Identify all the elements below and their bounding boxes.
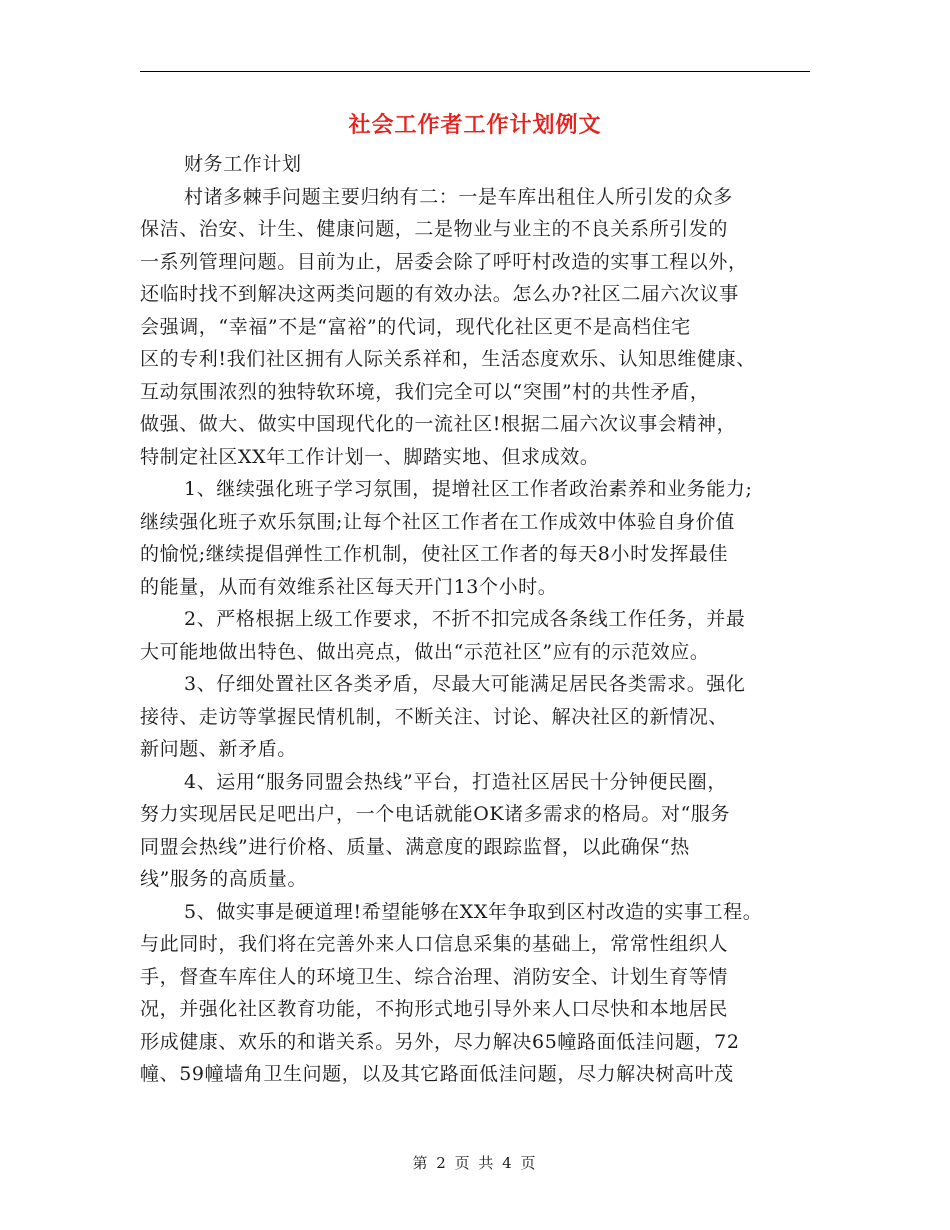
body-line: 接待、走访等掌握民情机制，不断关注、讨论、解决社区的新情况、 bbox=[140, 705, 729, 728]
body-line: 还临时找不到解决这两类问题的有效办法。怎么办?社区二届六次议事 bbox=[140, 283, 739, 305]
body-line: 线”服务的高质量。 bbox=[140, 868, 308, 890]
body-line: 3、仔细处置社区各类矛盾，尽最大可能满足居民各类需求。强化 bbox=[184, 673, 746, 695]
body-line: 新问题、新矛盾。 bbox=[140, 738, 297, 760]
body-line: 4、运用“服务同盟会热线”平台，打造社区居民十分钟便民圈， bbox=[184, 770, 727, 793]
header-rule bbox=[140, 71, 810, 72]
page-footer: 第 2 页 共 4 页 bbox=[412, 1154, 538, 1172]
body-line: 互动氛围浓烈的独特软环境，我们完全可以“突围”村的共性矛盾， bbox=[140, 380, 710, 403]
body-line: 努力实现居民足吧出户，一个电话就能OK诸多需求的格局。对“服务 bbox=[140, 803, 731, 825]
body-line: 大可能地做出特色、做出亮点，做出“示范社区”应有的示范效应。 bbox=[140, 640, 710, 663]
body-line: 特制定社区XX年工作计划一、脚踏实地、但求成效。 bbox=[140, 445, 600, 468]
body-line: 的愉悦;继续提倡弹性工作机制，使社区工作者的每天8小时发挥最佳 bbox=[140, 543, 729, 565]
body-line: 2、严格根据上级工作要求，不折不扣完成各条线工作任务，并最 bbox=[184, 608, 746, 630]
body-line: 区的专利!我们社区拥有人际关系祥和，生活态度欢乐、认知思维健康、 bbox=[140, 348, 756, 370]
body-line: 1、继续强化班子学习氛围，提增社区工作者政治素养和业务能力; bbox=[184, 478, 753, 500]
body-line: 财务工作计划 bbox=[184, 153, 302, 175]
body-line: 会强调，“幸福”不是“富裕”的代词，现代化社区更不是高档住宅 bbox=[140, 315, 691, 338]
body-line: 5、做实事是硬道理!希望能够在XX年争取到区村改造的实事工程。 bbox=[184, 900, 763, 923]
body-line: 做强、做大、做实中国现代化的一流社区!根据二届六次议事会精神， bbox=[140, 413, 737, 435]
body-line: 一系列管理问题。目前为止，居委会除了呼吁村改造的实事工程以外， bbox=[140, 250, 748, 273]
body-line: 形成健康、欢乐的和谐关系。另外，尽力解决65幢路面低洼问题，72 bbox=[140, 1030, 740, 1053]
body-line: 的能量，从而有效维系社区每天开门13个小时。 bbox=[140, 575, 558, 598]
body-line: 幢、59幢墙角卫生问题，以及其它路面低洼问题，尽力解决树高叶茂 bbox=[140, 1063, 734, 1085]
body-line: 手，督查车库住人的环境卫生、综合治理、消防安全、计划生育等情 bbox=[140, 965, 729, 988]
body-line: 与此同时，我们将在完善外来人口信息采集的基础上，常常性组织人 bbox=[140, 933, 729, 955]
body-line: 同盟会热线”进行价格、质量、满意度的跟踪监督，以此确保“热 bbox=[140, 835, 690, 858]
document-title: 社会工作者工作计划例文 bbox=[348, 113, 602, 138]
body-line: 村诸多棘手问题主要归纳有二：一是车库出租住人所引发的众多 bbox=[184, 185, 733, 208]
document-body bbox=[140, 148, 812, 1091]
body-line: 保洁、治安、计生、健康问题，二是物业与业主的不良关系所引发的 bbox=[140, 218, 729, 240]
body-line: 继续强化班子欢乐氛围;让每个社区工作者在工作成效中体验自身价值 bbox=[140, 510, 736, 533]
body-line: 况，并强化社区教育功能，不拘形式地引导外来人口尽快和本地居民 bbox=[140, 998, 729, 1020]
